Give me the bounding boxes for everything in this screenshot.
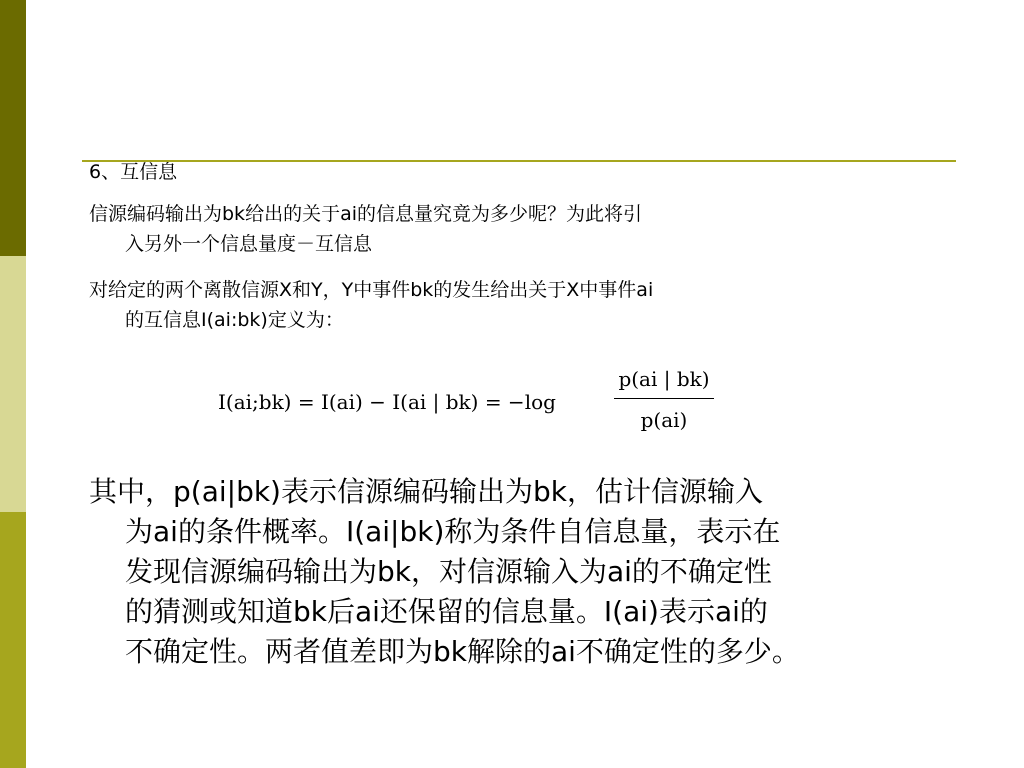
side-band-medium [0, 512, 26, 768]
paragraph-explanation [89, 472, 949, 672]
paragraph-explanation-line4: 的猜测或知道bk后ai还保留的信息量。I(ai)表示ai的 [125, 595, 768, 628]
formula-denominator: p(ai) [640, 408, 688, 432]
paragraph-definition [89, 275, 653, 335]
paragraph-intro-line2: 入另外一个信息量度－互信息 [125, 233, 373, 255]
formula-lhs: I(ai;bk) = I(ai) − I(ai | bk) = −log [218, 390, 556, 414]
side-band-dark [0, 0, 26, 256]
title-divider [82, 160, 956, 162]
paragraph-explanation-line2: 为ai的条件概率。I(ai|bk)称为条件自信息量，表示在 [125, 515, 781, 548]
paragraph-explanation-line1: 其中，p(ai|bk)表示信源编码输出为bk，估计信源输入 [89, 475, 763, 508]
section-heading: 6、互信息 [89, 161, 178, 183]
paragraph-intro-line1: 信源编码输出为bk给出的关于ai的信息量究竟为多少呢？为此将引 [89, 203, 642, 225]
side-band-light [0, 256, 26, 512]
fraction-bar [614, 398, 714, 399]
paragraph-definition-line2: 的互信息I(ai:bk)定义为： [125, 309, 344, 331]
paragraph-explanation-line5: 不确定性。两者值差即为bk解除的ai不确定性的多少。 [125, 635, 800, 668]
mutual-information-formula [218, 364, 718, 442]
formula-fraction [614, 364, 714, 435]
paragraph-definition-line1: 对给定的两个离散信源X和Y，Y中事件bk的发生给出关于X中事件ai [89, 279, 654, 301]
formula-numerator: p(ai | bk) [618, 367, 710, 391]
paragraph-intro [89, 199, 642, 259]
paragraph-explanation-line3: 发现信源编码输出为bk，对信源输入为ai的不确定性 [125, 555, 772, 588]
